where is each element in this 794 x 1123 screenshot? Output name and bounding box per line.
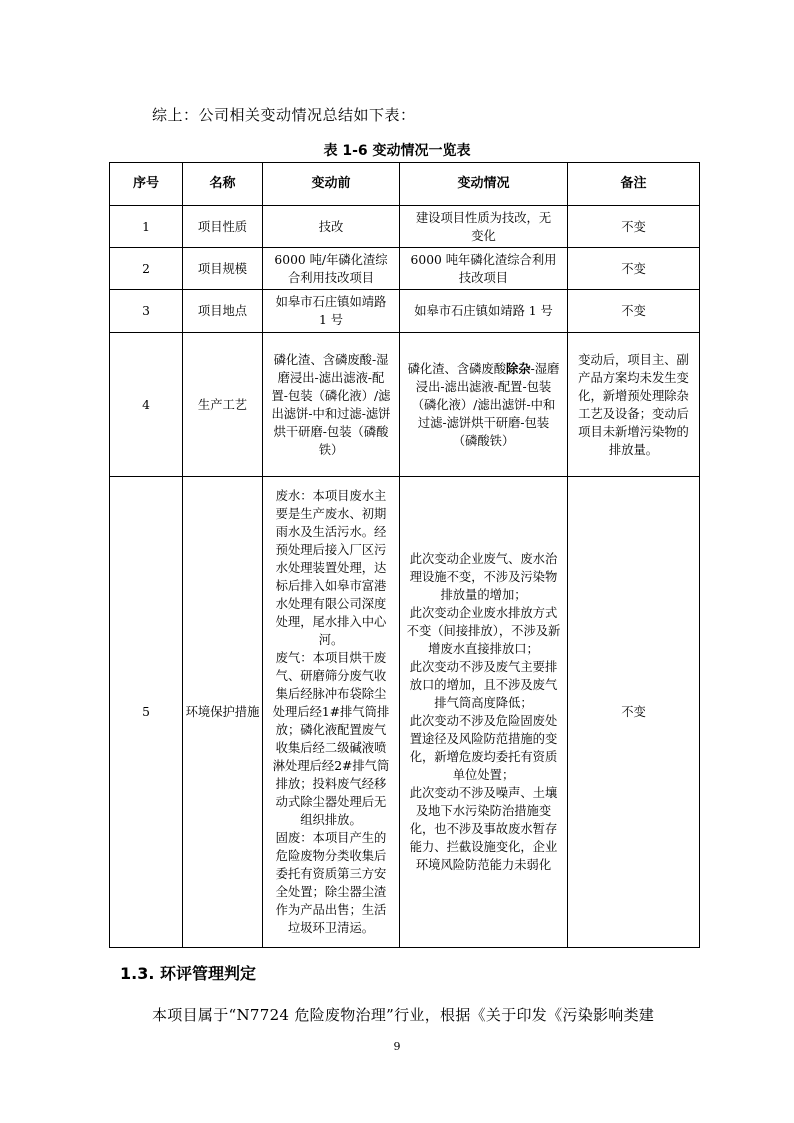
row-before [263,333,400,477]
row-no: 2 [110,248,183,290]
row-before-text: 6000 吨/年磷化渣综合利用技改项目 [274,252,388,285]
row-note-text: 变动后，项目主、副产品方案均未发生变化，新增预处理除杂工艺及设备；变动后项目未新增污染物的排放量。 [578,352,689,457]
table-header-row [110,163,700,206]
row-no: 1 [110,206,183,248]
table-row [110,290,700,333]
table-row [110,333,700,477]
table-caption: 表 1-6 变动情况一览表 [323,143,471,159]
row-before-text: 废水：本项目废水主要是生产废水、初期雨水及生活污水。经预处理后接入厂区污水处理装置处理，达标后排入如皋市富港水处理有限公司深度处理，尾水排入中心河。 废气：本项目烘干废气、研磨筛分废气收集后经脉冲布袋除尘处理后经1#排气筒排放；磷化液配置废气收集后经二级碱液喷淋处理后经2#排气筒排放；投料废气经移动式除尘器处理后无组织排放。 固废：本项目产生的危险废物分类收集后委托有资质第三方安全处置；除尘器尘渣作为产品出售；生活垃圾环卫清运。 [272,489,390,935]
header-name: 名称 [183,163,263,206]
row-note: 不变 [568,477,700,948]
intro-text: 综上：公司相关变动情况总结如下表： [152,106,416,124]
row-name: 项目性质 [183,206,263,248]
row-note: 不变 [568,290,700,333]
table-row [110,477,700,948]
row-change-text [407,360,561,450]
change-pre: 磷化渣、含磷废酸 [407,361,507,376]
row-before [263,290,400,333]
row-note: 不变 [568,206,700,248]
row-name: 生产工艺 [183,333,263,477]
row-change: 如皋市石庄镇如靖路 1 号 [400,290,568,333]
change-post: -湿磨浸出-滤出滤液-配置-包装（磷化液）/滤出滤饼-中和过滤-滤饼烘干研磨-包装（磷酸铁） [411,361,560,448]
row-before-text: 如皋市石庄镇如靖路 1 号 [275,295,387,327]
row-before: 技改 [263,206,400,248]
row-change-text: 6000 吨年磷化渣综合利用技改项目 [410,252,557,285]
row-name: 环境保护措施 [183,477,263,948]
row-name: 项目规模 [183,248,263,290]
page-number: 9 [393,1040,401,1053]
row-change [400,248,568,290]
row-no: 3 [110,290,183,333]
row-change [400,206,568,248]
header-note: 备注 [568,163,700,206]
section-title: 1.3. 环评管理判定 [120,964,256,983]
header-no: 序号 [110,163,183,206]
row-note: 不变 [568,248,700,290]
row-no: 4 [110,333,183,477]
change-table [109,162,700,948]
row-change [400,477,568,948]
row-change-text: 建设项目性质为技改，无变化 [415,210,552,243]
table-row [110,248,700,290]
row-change-text: 此次变动企业废气、废水治理设施不变，不涉及污染物排放量的增加； 此次变动企业废水排放方式不变（间接排放），不涉及新增废水直接排放口； 此次变动不涉及废气主要排放口的增加，且不涉及废气排气筒高度降低； 此次变动不涉及危险固废处置途径及风险防范措施的变化，新增危废均委托有资质单位处置； 此次变动不涉及噪声、土壤及地下水污染防治措施变化，也不涉及事故废水暂存能力、拦截设施变化，企业环境风险防范能力未弱化 [406,552,561,872]
body-paragraph: 本项目属于“N7724 危险废物治理”行业，根据《关于印发《污染影响类建 [152,1006,655,1024]
table-row [110,206,700,248]
row-before [263,248,400,290]
row-name: 项目地点 [183,290,263,333]
row-change [400,333,568,477]
row-before [263,477,400,948]
change-highlight: 除杂 [506,361,531,376]
header-before: 变动前 [263,163,400,206]
header-change: 变动情况 [400,163,568,206]
row-note [568,333,700,477]
row-before-text: 磷化渣、含磷废酸-湿磨浸出-滤出滤液-配置-包装（磷化液）/滤出滤饼-中和过滤-滤饼烘干研磨-包装（磷酸铁） [271,352,391,457]
row-no: 5 [110,477,183,948]
